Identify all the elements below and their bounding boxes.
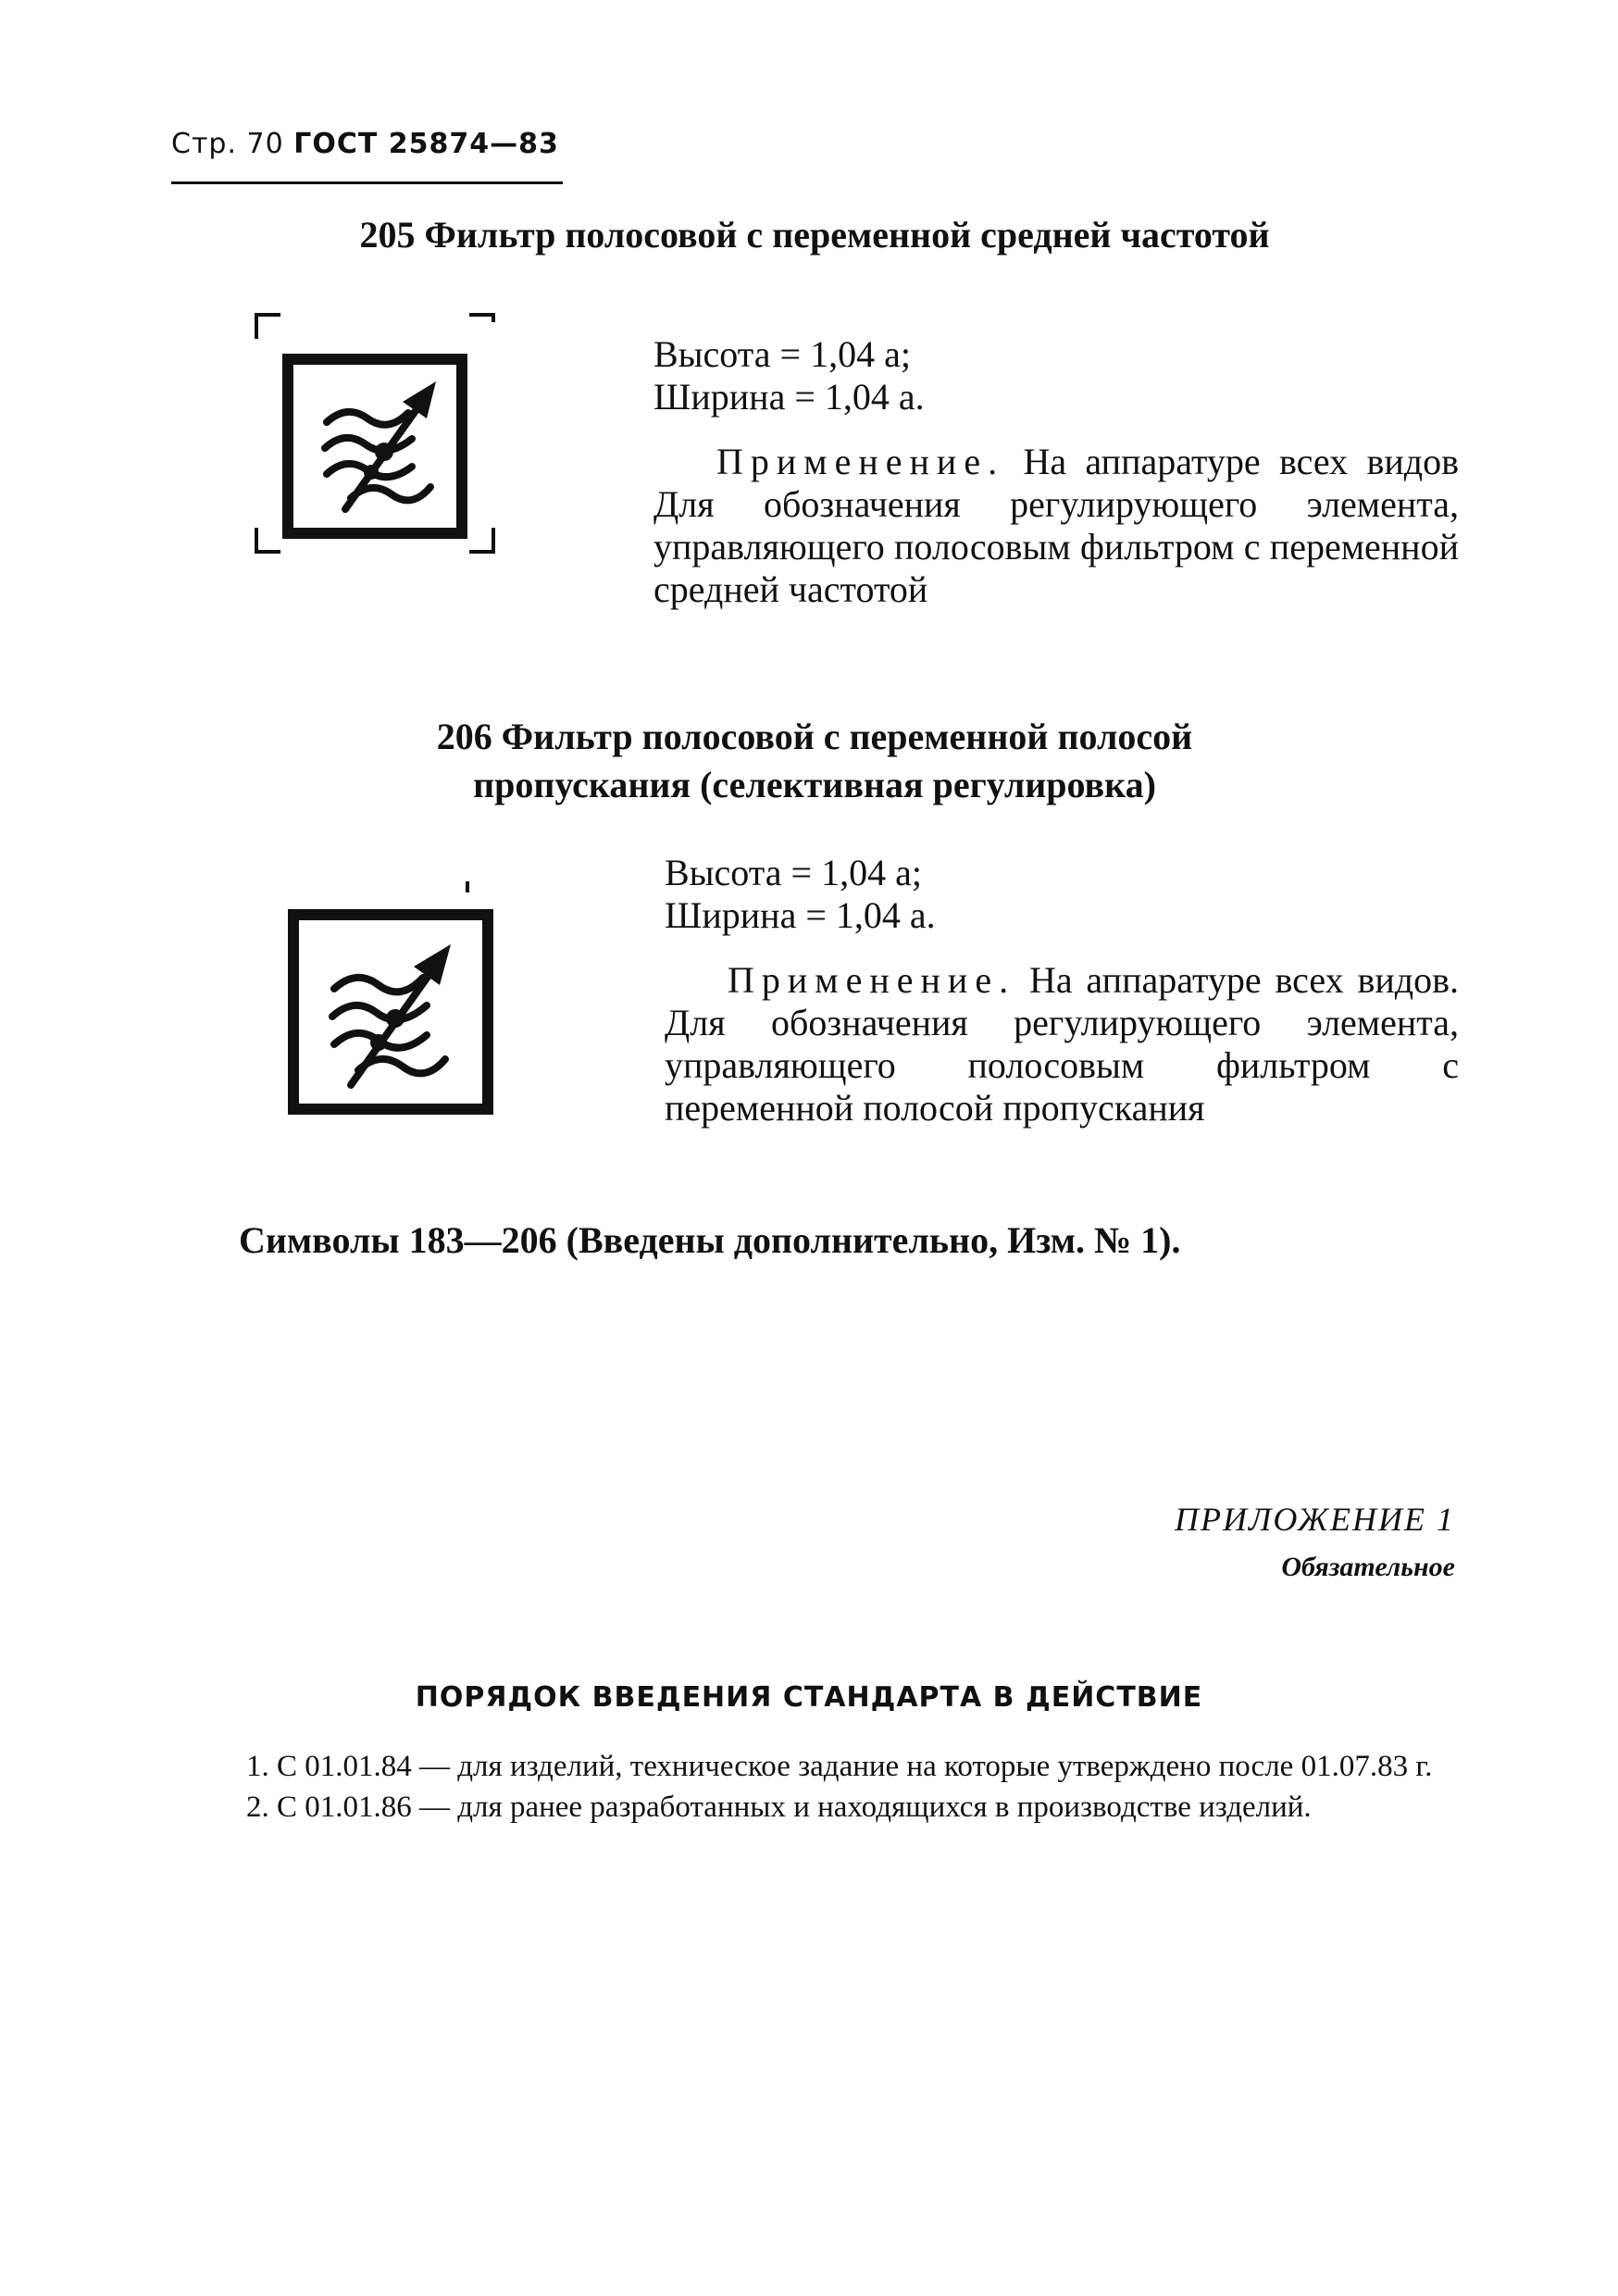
section-206-title-line-1: 206 Фильтр полосовой с переменной полосой <box>436 716 1193 757</box>
width-dimension: Ширина = 1,04 a. <box>653 376 925 418</box>
appendix-status: Обязательное <box>1281 1552 1455 1582</box>
application-paragraph <box>665 959 1459 1129</box>
section-206-title <box>315 713 1314 809</box>
appendix-number: ПРИЛОЖЕНИЕ 1 <box>1175 1501 1455 1538</box>
section-206-description <box>665 852 1459 1129</box>
header-rule <box>171 181 563 184</box>
order-item: 2. С 01.01.86 — для ранее разработанных и находящихся в производстве изделий. <box>246 1791 1312 1824</box>
page-number: Стр. 70 <box>171 128 284 160</box>
section-205-title: 205 Фильтр полосовой с переменной средней частотой <box>359 214 1270 256</box>
symbols-amendment-note: Символы 183—206 (Введены дополнительно, Изм. № 1). <box>239 1219 1181 1261</box>
application-label: Применение. <box>728 959 1016 1001</box>
order-item: 1. С 01.01.84 — для изделий, техническое задание на которые утверждено после 01.07.83 г. <box>246 1750 1433 1783</box>
appendix-label <box>1175 1500 1455 1583</box>
standard-number: ГОСТ 25874—83 <box>293 128 559 160</box>
height-dimension: Высота = 1,04 a; <box>653 333 911 375</box>
application-text: На аппаратуре всех видов. Для обозначения регулирующего элемента, управляющего полосовым фильтром с переменной полосой пропускания <box>665 959 1459 1129</box>
height-dimension: Высота = 1,04 a; <box>665 852 922 893</box>
order-list <box>172 1748 1457 1829</box>
application-label: Применение. <box>716 441 1005 482</box>
application-text: На аппаратуре всех видов Для обозначения регулирующего элемента, управляющего полосовым фильтром с переменной средней частотой <box>653 441 1459 610</box>
section-205-description <box>653 333 1459 611</box>
width-dimension: Ширина = 1,04 a. <box>665 894 936 936</box>
bandpass-filter-variable-center-frequency-icon <box>255 313 495 554</box>
application-paragraph <box>653 441 1459 611</box>
bandpass-filter-variable-bandwidth-icon <box>255 881 495 1122</box>
section-206-title-line-2: пропускания (селективная регулировка) <box>473 764 1156 805</box>
page-header <box>171 128 559 160</box>
appendix-title: ПОРЯДОК ВВЕДЕНИЯ СТАНДАРТА В ДЕЙСТВИЕ <box>415 1681 1203 1714</box>
